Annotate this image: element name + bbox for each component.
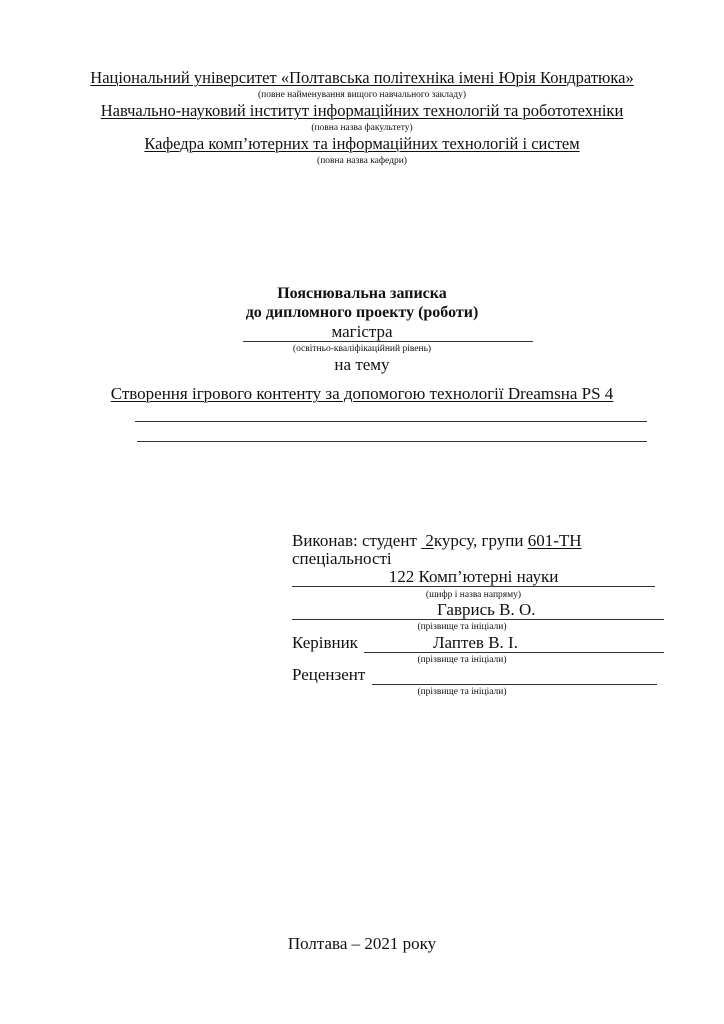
- university-caption: (повне найменування вищого навчального закладу): [258, 90, 466, 100]
- reviewer-caption: (прізвище та ініціали): [417, 687, 507, 697]
- institute-caption: (повна назва факультету): [311, 123, 413, 133]
- performed-label: Виконав: студент: [292, 531, 422, 550]
- course-value: 2: [425, 531, 434, 550]
- supervisor-name: Лаптев В. І.: [433, 633, 518, 652]
- student-name: Гаврись В. О.: [437, 600, 536, 619]
- on-topic-label: на тему: [334, 355, 390, 374]
- department-name: Кафедра комп’ютерних та інформаційних технологій і систем: [144, 134, 580, 153]
- department-caption: (повна назва кафедри): [317, 156, 407, 166]
- document-title: Пояснювальна записка: [277, 285, 447, 302]
- group-value: 601-ТН: [527, 531, 582, 550]
- document-subtitle: до дипломного проекту (роботи): [245, 304, 479, 321]
- topic-blank-line-2: [137, 441, 647, 442]
- reviewer-label: Рецензент: [292, 665, 366, 684]
- degree-value: магістра: [331, 322, 393, 341]
- supervisor-caption: (прізвище та ініціали): [417, 655, 507, 665]
- topic-text: Створення ігрового контенту за допомогою технології Dreamsна PS 4: [110, 384, 614, 403]
- city-year: Полтава – 2021 року: [287, 934, 437, 953]
- student-caption: (прізвище та ініціали): [417, 622, 507, 632]
- specialty-label: спеціальності: [292, 549, 392, 568]
- topic-blank-line-1: [135, 421, 647, 422]
- reviewer-underline: [372, 684, 657, 685]
- specialty-value: 122 Комп’ютерні науки: [388, 567, 559, 586]
- performer-row: [292, 531, 582, 551]
- supervisor-label: Керівник: [292, 633, 358, 652]
- institute-name: Навчально-науковий інститут інформаційних технологій та робототехніки: [100, 101, 624, 120]
- course-label: курсу, групи: [433, 531, 528, 550]
- university-name: Національний університет «Полтавська політехніка імені Юрія Кондратюка»: [90, 68, 634, 87]
- degree-caption: (освітньо-кваліфікаційний рівень): [292, 344, 432, 354]
- specialty-caption: (шифр і назва напряму): [425, 590, 522, 600]
